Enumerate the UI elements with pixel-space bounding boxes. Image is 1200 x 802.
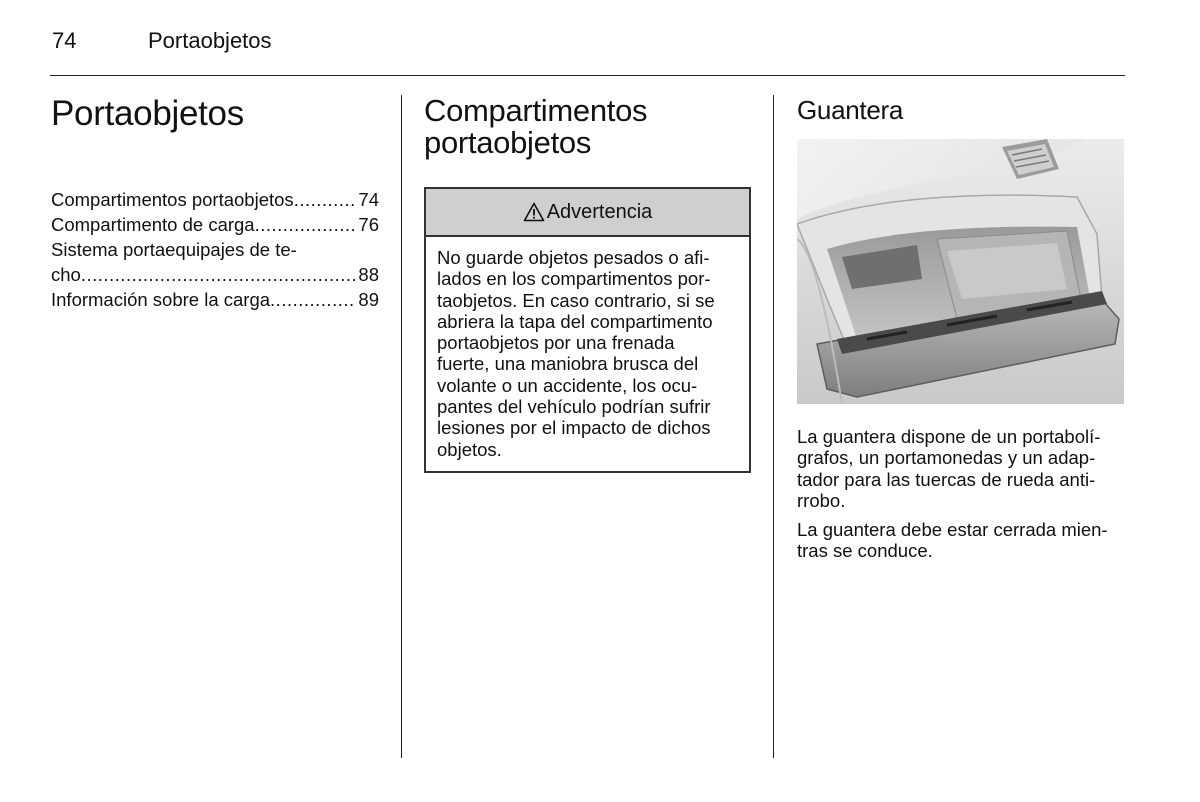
table-of-contents — [51, 187, 379, 312]
section-title — [424, 95, 751, 159]
warning-box — [424, 187, 751, 473]
warning-line: pantes del vehículo podrían sufrir — [437, 396, 711, 418]
glovebox-closed-note — [797, 519, 1124, 562]
paragraph-line: rrobo. — [797, 489, 846, 511]
warning-heading: Advertencia — [546, 200, 653, 223]
warning-triangle-icon — [523, 202, 545, 222]
section-title-line1: Compartimentos — [424, 93, 648, 128]
warning-line: No guarde objetos pesados o afi- — [437, 247, 710, 268]
toc-label: Información sobre la carga — [51, 289, 271, 310]
paragraph-line: grafos, un portamonedas y un adap- — [797, 447, 1096, 469]
paragraph-line: tador para las tuercas de rueda anti- — [797, 468, 1096, 490]
toc-page: 89 — [358, 289, 379, 310]
paragraph-line: La guantera debe estar cerrada mien- — [797, 519, 1108, 541]
paragraph-line: tras se conduce. — [797, 540, 933, 562]
toc-entry[interactable] — [51, 287, 379, 312]
section-title-line2: portaobjetos — [424, 125, 592, 160]
toc-label: Compartimentos portaobjetos — [51, 189, 294, 210]
toc-entry[interactable] — [51, 212, 379, 237]
warning-line: fuerte, una maniobra brusca del — [437, 353, 699, 375]
warning-line: taobjetos. En caso contrario, si se — [437, 289, 715, 311]
warning-line: abriera la tapa del compartimento — [437, 310, 713, 332]
warning-line: lesiones por el impacto de dichos — [437, 417, 711, 439]
warning-line: volante o un accidente, los ocu- — [437, 374, 698, 396]
glovebox-description — [797, 426, 1124, 511]
warning-line: portaobjetos por una frenada — [437, 332, 675, 354]
running-header: Portaobjetos — [148, 28, 272, 53]
toc-leader — [81, 262, 356, 287]
column-glovebox — [797, 95, 1124, 562]
toc-page: 76 — [358, 214, 379, 235]
warning-text — [426, 237, 749, 471]
header-rule — [50, 75, 1125, 76]
column-storage — [424, 95, 751, 473]
toc-entry[interactable] — [51, 187, 379, 212]
warning-line: objetos. — [437, 438, 502, 460]
toc-entry[interactable] — [51, 237, 379, 287]
toc-leader — [255, 212, 356, 237]
paragraph-line: La guantera dispone de un portabolí- — [797, 426, 1101, 447]
chapter-title: Portaobjetos — [51, 94, 244, 133]
warning-header — [426, 189, 749, 237]
toc-leader — [270, 287, 355, 312]
toc-label-line1: Sistema portaequipajes de te- — [51, 239, 297, 260]
column-divider-1 — [401, 95, 402, 758]
toc-leader — [294, 187, 356, 212]
warning-line: lados en los compartimentos por- — [437, 268, 711, 290]
toc-page: 74 — [358, 189, 379, 210]
subsection-title: Guantera — [797, 95, 904, 125]
page-number: 74 — [52, 28, 77, 53]
toc-label: Compartimento de carga — [51, 214, 255, 235]
toc-page: 88 — [358, 264, 379, 285]
toc-label-line2: cho — [51, 264, 81, 285]
glovebox-open-photo — [797, 139, 1124, 404]
column-divider-2 — [773, 95, 774, 758]
column-contents — [51, 95, 379, 312]
